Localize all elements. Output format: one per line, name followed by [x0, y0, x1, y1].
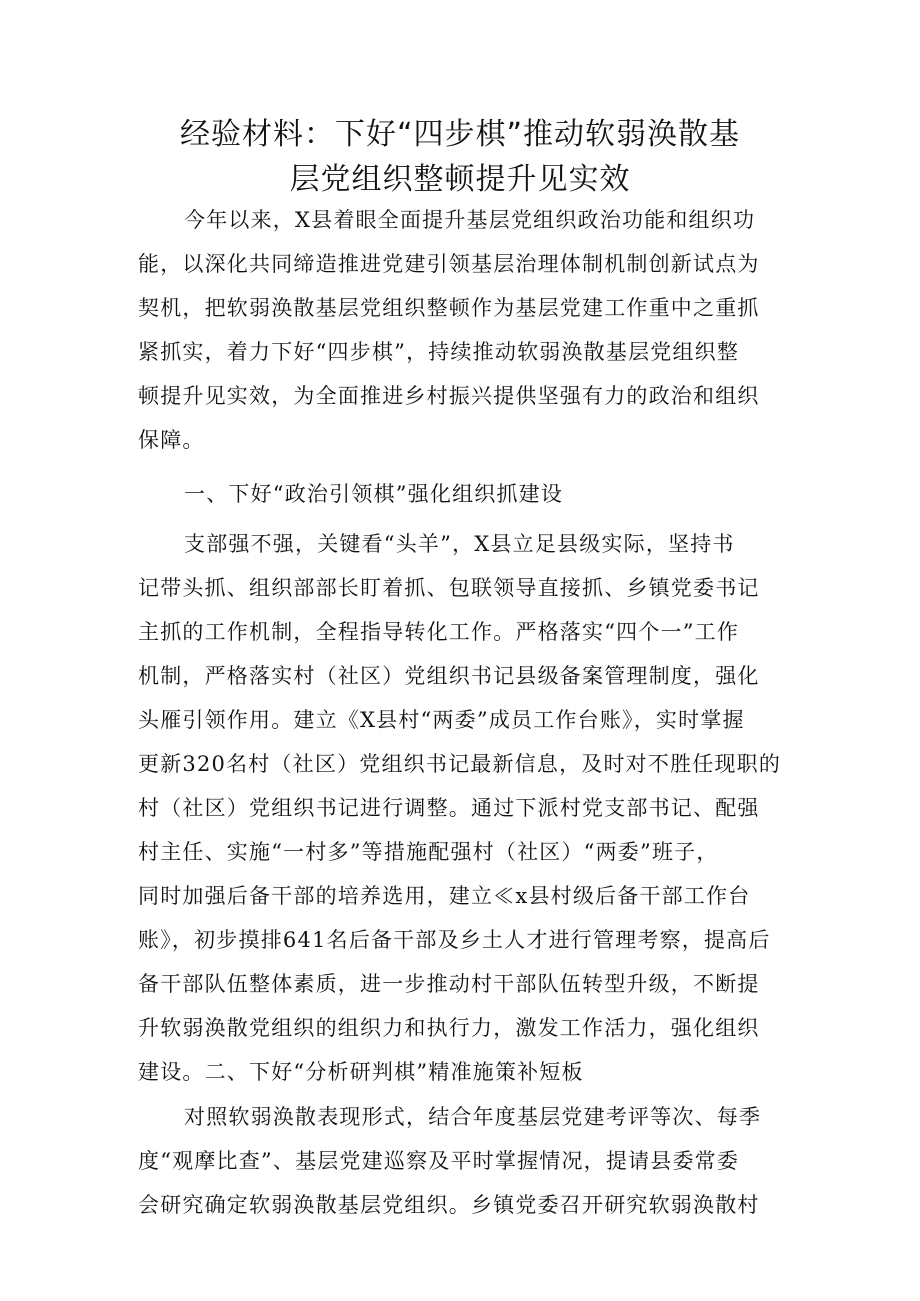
text-line: 机制，严格落实村（社区）党组织书记县级备案管理制度，强化	[138, 664, 760, 688]
document-title	[120, 112, 800, 202]
section-heading-1: 一、下好“政治引领棋”强化组织抓建设	[184, 482, 564, 506]
text-line: 记带头抓、组织部部长盯着抓、包联领导直接抓、乡镇党委书记	[138, 576, 760, 600]
text-line: 度“观摩比查”、基层党建巡察及平时掌握情况，提请县委常委	[138, 1149, 740, 1173]
intro-paragraph	[138, 198, 790, 462]
text-line: 支部强不强，关键看“头羊”，X县立足县级实际，坚持书	[184, 532, 735, 556]
text-line: 更新320名村（社区）党组织书记最新信息，及时对不胜任现职的	[138, 752, 782, 776]
text-line: 今年以来，X县着眼全面提升基层党组织政治功能和组织功	[184, 208, 756, 232]
text-line: 顿提升见实效，为全面推进乡村振兴提供坚强有力的政治和组织	[138, 384, 760, 408]
text-line: 头雁引领作用。建立《X县村“两委”成员工作台账》，实时掌握	[138, 708, 745, 732]
section-2-paragraph	[138, 1095, 790, 1227]
text-line: 备干部队伍整体素质，进一步推动村干部队伍转型升级，不断提	[138, 972, 760, 996]
text-line: 升软弱涣散党组织的组织力和执行力，激发工作活力，强化组织	[138, 1016, 760, 1040]
text-line: 能，以深化共同缔造推进党建引领基层治理体制机制创新试点为	[138, 252, 760, 276]
text-line: 主抓的工作机制，全程指导转化工作。严格落实“四个一”工作	[138, 620, 740, 644]
text-line: 建设。二、下好“分析研判棋”精准施策补短板	[138, 1060, 584, 1084]
text-line: 村主任、实施“一村多”等措施配强村（社区）“两委”班子，	[138, 840, 719, 864]
text-line: 同时加强后备干部的培养选用，建立≪x县村级后备干部工作台	[138, 884, 751, 908]
text-line: 保障。	[138, 428, 205, 452]
section-1-paragraph	[138, 522, 790, 1094]
title-line-2: 层党组织整顿提升见实效	[289, 162, 631, 197]
text-line: 会研究确定软弱涣散基层党组织。乡镇党委召开研究软弱涣散村	[138, 1193, 760, 1217]
text-line: 账》，初步摸排641名后备干部及乡土人才进行管理考察，提高后	[138, 928, 771, 952]
text-line: 对照软弱涣散表现形式，结合年度基层党建考评等次、每季	[184, 1105, 762, 1129]
title-line-1: 经验材料：下好“四步棋”推动软弱涣散基	[179, 117, 741, 152]
text-line: 紧抓实，着力下好“四步棋”，持续推动软弱涣散基层党组织整	[138, 340, 740, 364]
text-line: 契机，把软弱涣散基层党组织整顿作为基层党建工作重中之重抓	[138, 296, 760, 320]
text-line: 村（社区）党组织书记进行调整。通过下派村党支部书记、配强	[138, 796, 760, 820]
